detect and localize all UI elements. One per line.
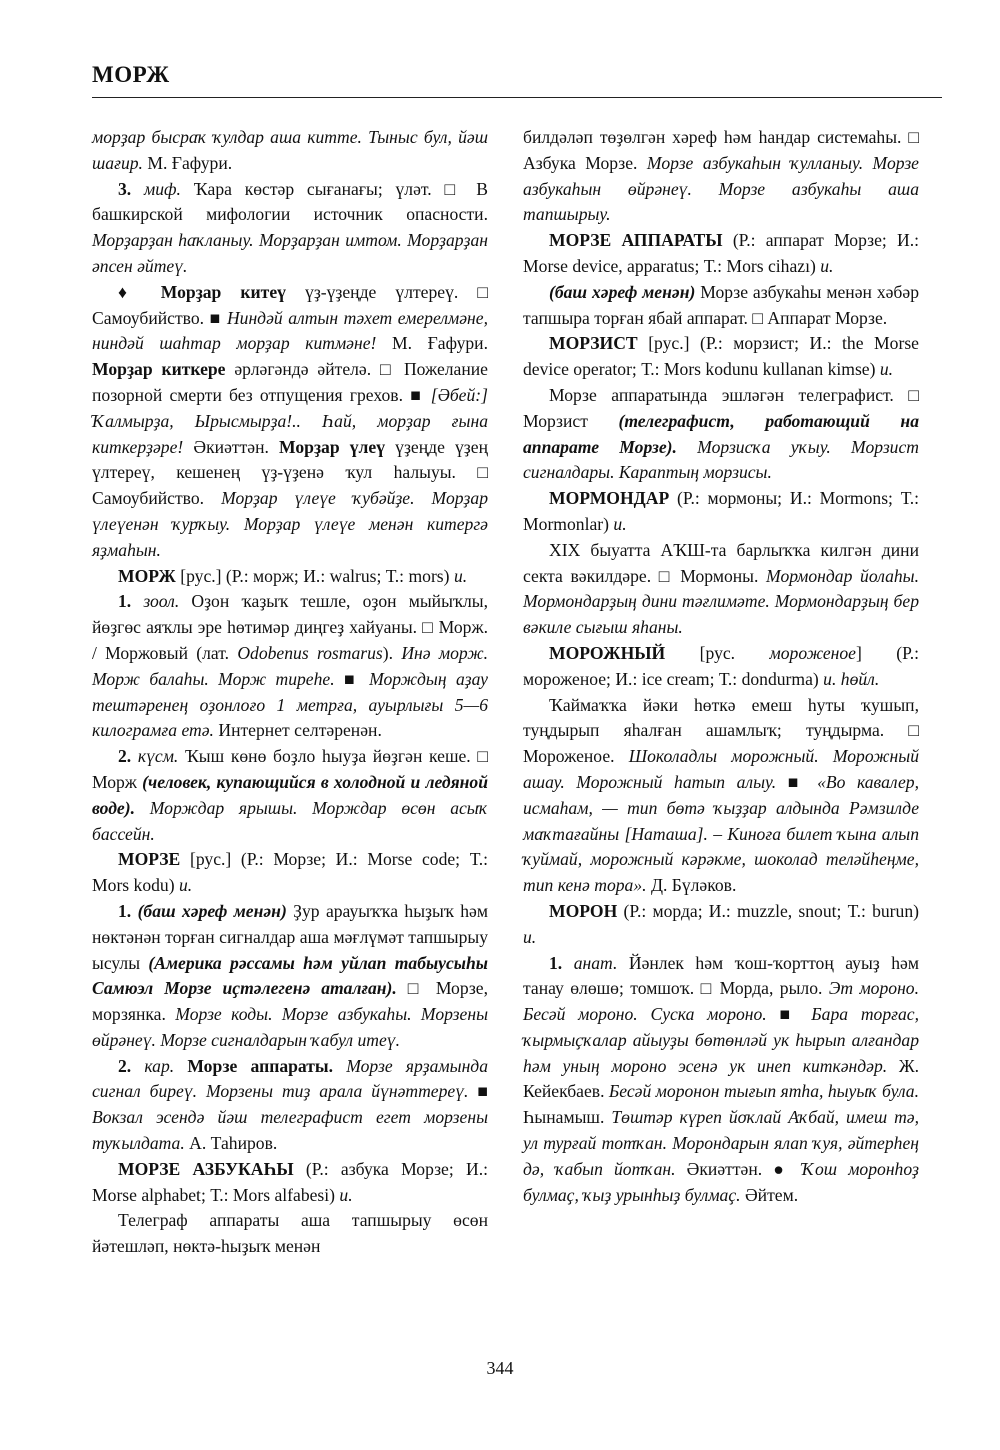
header-rule [92, 97, 942, 98]
example-text: Төштәр күреп йоҡлай Аҡбай, имеш тә, ул турғай тотҡан. Морондарын ялап ҡуя, әйтерһең дә, ҡабып йотҡан. [523, 1107, 920, 1179]
russian-translation: Азбука Морзе. [523, 152, 638, 173]
entry-headword: МОРЗЕ АППАРАТЫ [549, 230, 723, 251]
russian-translation: Пожелание позорной смерти без отпущения грехов. [92, 359, 488, 405]
definition: Телеграф аппараты аша тапшырыу өсөн йәтешләп, нөктә-һыҙыҡ менән [92, 1210, 488, 1257]
etymon: мороженое [769, 642, 856, 663]
grammar-info: [рус.] (Р.: морж; И.: walrus; Т.: mors) [180, 565, 450, 586]
grammar-info: ] (Р.: мороженое; И.: ice cream; Т.: dondurma) [523, 642, 919, 689]
grammar-info: [рус.] (Р.: Морзе; И.: Morse code; Т.: Mors kodu) [92, 849, 489, 896]
russian-translation: Самоубийство. [92, 488, 205, 509]
example-text: Бесәй моронон тығып ятһа, һыуыҡ була. [608, 1081, 919, 1102]
translation-marker-icon: □ [477, 281, 489, 302]
phrase-block [92, 280, 488, 564]
definition-paragraph [523, 538, 919, 641]
entry-moron [523, 899, 919, 951]
sense-1 [523, 951, 919, 1209]
part-of-speech: и. [820, 255, 834, 276]
definition: Морзе аппаратында эшләгән телеграфист. [549, 384, 894, 405]
example-text: Шоколадлы морожный. Морожный ашау. Морожный һатып алыу. [523, 746, 919, 792]
left-column [92, 125, 488, 1260]
sense-number: 1. [549, 952, 563, 973]
example-text: Вокзал эсендә йәш телеграфист егет морзены туҡылдата. [92, 1107, 488, 1154]
entry-morze-apparaty [523, 228, 919, 280]
definition-paragraph [523, 693, 919, 899]
sense-number: 2. [118, 746, 132, 767]
definition-paragraph [523, 383, 919, 486]
entry-headword: МОРОН [549, 900, 618, 921]
entry-headword: МОРОЖНЫЙ [549, 642, 666, 663]
grammar-info: [рус. [699, 642, 736, 663]
proverb-marker-icon: ● [773, 1158, 791, 1179]
translation-marker-icon: □ [444, 178, 464, 199]
grammar-info: (Р.: азбука Морзе; И.: Morse alphabet; Т.: Mors alfabesi) [92, 1158, 488, 1205]
example-text: Морҙарҙан һаҡланыу. Морҙарҙан имтом. Морҙарҙан әпсен әйтеү. [92, 230, 488, 276]
example-text: Ҡош моронһоҙ булмаҫ, ҡыҙ урынһыҙ булмаҫ. [523, 1158, 919, 1205]
russian-translation: Мороженое. [523, 746, 615, 767]
russian-translation: Аппарат Морзе. [767, 307, 888, 328]
example-text: Морҙар үлеүе ҡубәйҙе. Морҙар үлеүенән ҡурҡыу. Морҙар үлеүе менән китергә яҙмаһын. [92, 488, 488, 560]
entry-morzist [523, 331, 919, 383]
example-text: Бара торғас, ҡырмыҫҡалар айыуҙы бөтөнләй ук һырып алғандар һәм уның мороно эсенә ук инеп киткәндәр. [523, 1004, 919, 1076]
running-head: МОРЖ [92, 62, 170, 87]
example-text: Инә морж. Морж балаһы. Морж тиреһе. [92, 642, 488, 689]
citation: Әкиәттән. [193, 436, 269, 457]
usage-note: (Америка рәссамы һәм уйлап табыусыһы Самюэл Морзе иҫтәлегенә аталған). [92, 952, 488, 999]
example-text: Ниндәй алтын тәхет емерелмәне, ниндәй шаһтар морҙар китмәне! [92, 307, 488, 354]
phrase-headword: Морҙар китеү [160, 281, 286, 302]
usage-label: кар. [144, 1055, 175, 1076]
citation: М. Ғафури. [147, 152, 233, 173]
example-text: морҙар бысраҡ ҡулдар аша китте. Тыныс бул, йәш шағир. [92, 127, 488, 173]
page-number: 344 [486, 1358, 514, 1378]
part-of-speech: и. [879, 359, 894, 380]
citation: Әкиәттән. [686, 1158, 763, 1179]
sense-number: 1. [118, 900, 132, 921]
translation-marker-icon: □ [752, 307, 764, 328]
entry-headword: МОРЗЕ АЗБУКАҺЫ [118, 1158, 294, 1179]
russian-translation: Морда, рыло. [719, 978, 823, 999]
part-of-speech: и. [613, 513, 627, 534]
usage-label: күсм. [137, 746, 179, 767]
sense-2 [92, 744, 488, 847]
example-text: Морзе ярҙамында сигнал биреү. Морзены тиҙ арала йүнәттереү. [92, 1055, 488, 1102]
definition: Ҡара көстәр сығанағы; үләт. [193, 178, 432, 199]
entry-continuation [92, 125, 488, 177]
russian-translation: Морж [92, 771, 137, 792]
definition: әрләгәндә әйтелә. [234, 359, 372, 380]
usage-label: миф. [143, 178, 181, 199]
citation: Интернет селтәренән. [218, 720, 382, 741]
example-marker-icon: ■ [787, 771, 806, 792]
grammar-info: (Р.: аппарат Морзе; И.: Morse device, apparatus; Т.: Mors cihazı) [523, 230, 920, 276]
part-of-speech: и. [339, 1184, 353, 1205]
entry-morze [92, 847, 488, 899]
example-marker-icon: ■ [779, 1004, 799, 1025]
usage-note: (баш хәреф менән) [137, 900, 287, 921]
definition: Ҙур арауыҡҡа һыҙыҡ һәм нөктәнән торған сигналдар аша мәғлүмәт тапшырыу ысулы [92, 900, 488, 973]
sense-1 [92, 589, 488, 744]
translation-marker-icon: □ [407, 978, 425, 999]
russian-translation: Морзист [523, 410, 588, 431]
entry-headword: МОРЗИСТ [549, 333, 638, 354]
example-marker-icon: ■ [344, 668, 360, 689]
example-text: Морждың аҙау тештәренең оҙонлоғо 1 метрға, ауырлығы 5—6 килограмға етә. [92, 668, 488, 741]
example-text: «Во кавалер, исмаһам, — тип бөтә ҡыҙҙар алдында Рәмзилде маҡтағайны [Наташа]. – Киноға билет ҡына алып ҡуймай, морожный кәрәкме, шоколад теләйһеңме, тип кенә тора». [523, 771, 919, 896]
example-text: [Әбей:] Ҡалмырҙа, Ырысмырҙа!.. Һай, морҙар ғына киткерҙәре! [92, 384, 488, 457]
definition-paragraph [92, 1208, 488, 1260]
definition: Оҙон ҡаҙыҡ тешле, оҙон мыйыҡлы, йөҙгөс аяҡлы эре һөтимәр диңгеҙ хайуаны. [92, 591, 488, 638]
sense-number: 1. [118, 591, 132, 612]
entry-mormondar [523, 486, 919, 538]
closing-paren: ). [382, 642, 394, 663]
example-text: Морзе азбукаһын ҡулланыу. Морзе азбукаһын өйрәнеү. Морзе азбукаһы аша тапшырыу. [523, 152, 919, 225]
part-of-speech: и. [179, 875, 193, 896]
entry-headword: МОРМОНДАР [549, 488, 670, 509]
definition: Ҡаймаҡҡа йәки һөткә емеш һуты ҡушып, туңдырып яһалған ашамлыҡ; туңдырма. [523, 694, 919, 741]
translation-marker-icon: □ [908, 720, 919, 741]
example-text: Морзе коды. Морзе азбукаһы. Морзены өйрәнеү. Морзе сигналдарын ҡабул итеү. [92, 1004, 488, 1050]
part-of-speech: и. һөйл. [823, 668, 880, 689]
translation-marker-icon: □ [477, 462, 488, 483]
translation-marker-icon: □ [908, 384, 919, 405]
grammar-info: [рус.] (Р.: морзист; И.: the Morse device operator; Т.: Mors kodunu kullanan kimse) [523, 333, 919, 380]
example-text: Морзисҡа уҡыу. Морзист сигналдары. Караптың морзисы. [523, 436, 919, 483]
definition: үҙ-үҙеңде үлтереү. [305, 281, 459, 302]
sense-1 [92, 899, 488, 1054]
citation: Д. Бүләков. [650, 875, 737, 896]
phrase-marker-icon: ♦ [118, 281, 142, 302]
translation-note: (человек, купающийся в холодной и ледяной воде). [92, 771, 489, 818]
example-text: Мормондар йолаһы. Мормондарҙың дини тәғлимәте. Мормондарҙың бер вәкиле сығыш яһаны. [523, 565, 919, 638]
entry-continuation [523, 125, 919, 228]
russian-translation: Морж. / Моржовый (лат. [92, 617, 488, 663]
russian-translation: Мормоны. [680, 565, 759, 586]
part-of-speech: и. [523, 926, 537, 947]
entry-morzh [92, 564, 488, 590]
definition: Йәнлек һәм ҡош-ҡорттоң ауыҙ һәм танау өлөшө; томшоҡ. [523, 952, 919, 999]
citation: А. Таһиров. [189, 1133, 278, 1154]
cross-reference: Морзе аппараты. [187, 1055, 334, 1076]
translation-marker-icon: □ [380, 359, 396, 380]
usage-note: (баш хәреф менән) [549, 281, 696, 302]
example-marker-icon: ■ [477, 1081, 488, 1102]
sense-2 [92, 1054, 488, 1157]
part-of-speech: и. [453, 565, 468, 586]
citation: Һынамыш. [523, 1107, 605, 1128]
translation-note: (телеграфист, работающий на аппарате Морзе). [523, 410, 919, 457]
phrase-headword: Морҙар үлеү [279, 436, 386, 457]
sense-number: 2. [118, 1055, 132, 1076]
definition: Морзе азбукаһы менән хәбәр тапшыра торған ябай аппарат. [523, 281, 919, 328]
entry-morozhny [523, 641, 919, 693]
translation-marker-icon: □ [658, 565, 673, 586]
entry-headword: МОРЗЕ [118, 849, 181, 870]
citation: Әйтем. [744, 1184, 799, 1205]
usage-label: зоол. [143, 591, 180, 612]
translation-marker-icon: □ [422, 617, 434, 638]
sense-number: 3. [118, 178, 132, 199]
grammar-info: (Р.: морда; И.: muzzle, snout; Т.: burun) [623, 900, 919, 921]
definition-paragraph [523, 280, 919, 332]
entry-headword: МОРЖ [118, 565, 176, 586]
translation-marker-icon: □ [477, 746, 488, 767]
russian-translation: Морзе, морзянка. [92, 978, 488, 1025]
russian-translation: Самоубийство. [92, 307, 205, 328]
citation: М. Ғафури. [392, 333, 488, 354]
translation-marker-icon: □ [908, 127, 919, 147]
example-marker-icon: ■ [209, 307, 222, 328]
definition: билдәләп төҙөлгән хәреф һәм һандар системаһы. [523, 127, 902, 147]
example-text: Морждар ярышы. Морждар өсөн асыҡ бассейн. [92, 797, 488, 844]
translation-marker-icon: □ [700, 978, 714, 999]
example-marker-icon: ■ [410, 384, 424, 405]
russian-translation: В башкирской мифологии источник опасности. [92, 178, 488, 225]
example-text: Эт мороно. Бесәй мороно. Суска мороно. [523, 978, 919, 1025]
right-column [523, 125, 919, 1208]
entry-morze-azbukahy [92, 1157, 488, 1209]
usage-label: анат. [573, 952, 618, 973]
definition: үҙеңде үҙең үлтереү, кешенең үҙ-үҙенә ҡул һалыуы. [92, 436, 488, 483]
phrase-headword: Морҙар киткере [92, 359, 226, 380]
sense-3 [92, 177, 488, 280]
definition: Ҡыш көнө боҙло һыуҙа йөҙгән кеше. [184, 746, 471, 767]
definition: XIX быуатта АҠШ-та барлыҡҡа килгән дини секта вәкилдәре. [523, 539, 919, 586]
grammar-info: (Р.: мормоны; И.: Mormons; Т.: Mormonlar) [523, 488, 920, 534]
citation: Ж. Кейекбаев. [523, 1055, 919, 1102]
latin-name: Odobenus rosmarus [237, 642, 383, 663]
